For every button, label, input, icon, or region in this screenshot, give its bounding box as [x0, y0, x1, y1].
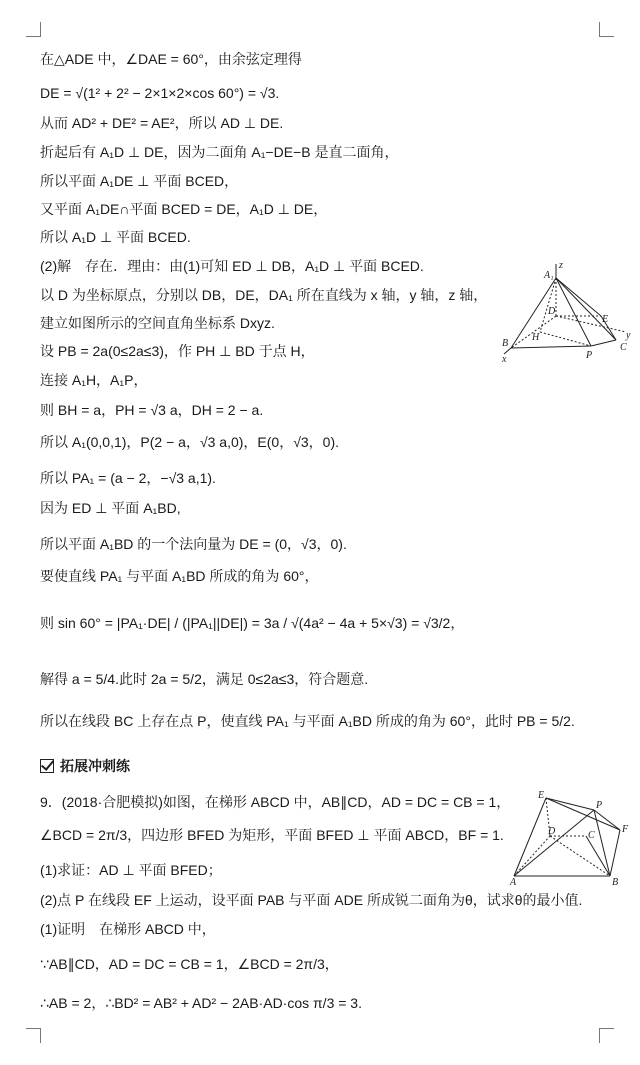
text-line: 在△ADE 中，∠DAE = 60°，由余弦定理得	[40, 51, 302, 67]
text-line: 连接 A₁H，A₁P，	[40, 372, 148, 388]
text-line: 则 sin 60° = |PA₁·DE| / (|PA₁||DE|) = 3a / √(4a² − 4a + 5×√3) = √3/2，	[40, 615, 465, 631]
label-C: C	[620, 342, 627, 353]
label-P: P	[586, 350, 593, 361]
text-line: 折起后有 A₁D ⊥ DE，因为二面角 A₁−DE−B 是直二面角，	[40, 144, 399, 160]
label-z: z	[559, 260, 563, 271]
label-H: H	[532, 332, 540, 343]
text-line: (1)证明 在梯形 ABCD 中，	[40, 921, 216, 937]
text-line: 所以平面 A₁DE ⊥ 平面 BCED，	[40, 173, 239, 189]
text-line: 要使直线 PA₁ 与平面 A₁BD 所成的角为 60°，	[40, 568, 319, 584]
label-y: y	[626, 330, 631, 341]
text-line: 从而 AD² + DE² = AE²，所以 AD ⊥ DE.	[40, 115, 284, 131]
pyramid-coordinate-figure	[496, 258, 636, 366]
text-line: 所以在线段 BC 上存在点 P，使直线 PA₁ 与平面 A₁BD 所成的角为 60°，此时 PB = 5/2.	[40, 713, 575, 729]
text-line: 则 BH = a，PH = √3 a，DH = 2 − a.	[40, 402, 264, 418]
text-line: 设 PB = 2a(0≤2a≤3)，作 PH ⊥ BD 于点 H，	[40, 343, 315, 359]
label-A1: A₁	[544, 270, 554, 281]
label-E: E	[538, 790, 545, 801]
text-line: 因为 ED ⊥ 平面 A₁BD,	[40, 500, 181, 516]
text-line: ∴AB = 2，∴BD² = AB² + AD² − 2AB·AD·cos π/3 = 3.	[40, 995, 362, 1011]
text-line: 所以 A₁(0,0,1)，P(2 − a，√3 a,0)，E(0，√3，0).	[40, 434, 340, 450]
label-A: A	[510, 877, 517, 886]
corner-mark-bottom-right	[599, 1028, 614, 1043]
text-line: 所以平面 A₁BD 的一个法向量为 DE = (0，√3，0).	[40, 536, 347, 552]
label-D: D	[548, 306, 556, 317]
label-D: D	[548, 826, 556, 837]
corner-mark-top-left	[26, 22, 41, 37]
label-B: B	[502, 338, 509, 349]
label-F: F	[622, 824, 629, 835]
section-title: 拓展冲刺练	[60, 758, 130, 774]
text-line: DE = √(1² + 2² − 2×1×2×cos 60°) = √3.	[40, 85, 280, 101]
label-C: C	[588, 830, 595, 841]
checkbox-icon	[40, 759, 54, 773]
text-line: 建立如图所示的空间直角坐标系 Dxyz.	[40, 315, 275, 331]
text-line: 又平面 A₁DE∩平面 BCED = DE，A₁D ⊥ DE，	[40, 201, 328, 217]
text-line: 解得 a = 5/4.此时 2a = 5/2，满足 0≤2a≤3，符合题意.	[40, 671, 369, 687]
corner-mark-top-right	[599, 22, 614, 37]
label-B: B	[612, 877, 619, 886]
text-line: ∵AB∥CD，AD = DC = CB = 1，∠BCD = 2π/3，	[40, 956, 339, 972]
trapezoid-rectangle-figure	[508, 786, 634, 886]
text-line: (1)求证：AD ⊥ 平面 BFED；	[40, 862, 222, 878]
corner-mark-bottom-left	[26, 1028, 41, 1043]
text-line: 所以 A₁D ⊥ 平面 BCED.	[40, 229, 191, 245]
section-header	[40, 756, 130, 776]
text-line: (2)解 存在．理由：由(1)可知 ED ⊥ DB，A₁D ⊥ 平面 BCED.	[40, 258, 424, 274]
text-line: 所以 PA₁ = (a − 2，−√3 a,1).	[40, 470, 216, 486]
text-line: 以 D 为坐标原点，分别以 DB，DE，DA₁ 所在直线为 x 轴，y 轴，z 轴，	[40, 287, 488, 303]
label-E: E	[602, 314, 609, 325]
text-line: 9．(2018·合肥模拟)如图，在梯形 ABCD 中，AB∥CD，AD = DC = CB = 1，	[40, 794, 511, 810]
text-line: (2)点 P 在线段 EF 上运动，设平面 PAB 与平面 ADE 所成锐二面角为θ，试求θ的最小值.	[40, 892, 583, 908]
label-P: P	[596, 800, 603, 811]
text-line: ∠BCD = 2π/3，四边形 BFED 为矩形，平面 BFED ⊥ 平面 ABCD，BF = 1.	[40, 827, 504, 843]
label-x: x	[502, 354, 507, 365]
